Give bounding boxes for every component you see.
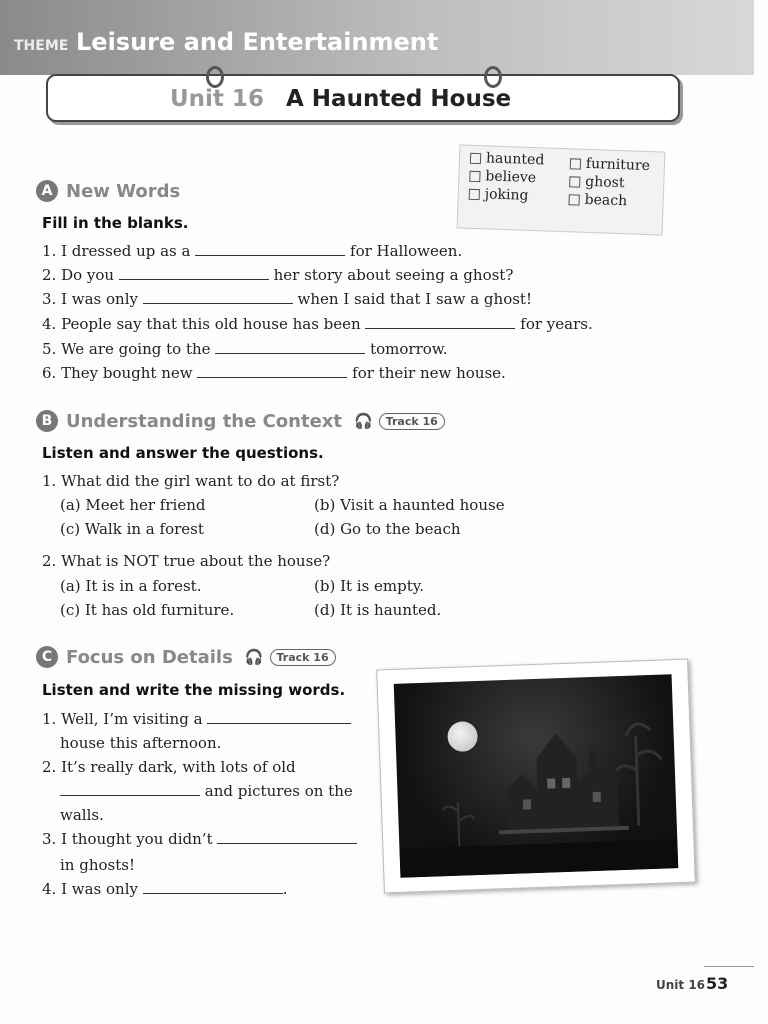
answer-blank[interactable] (215, 341, 365, 354)
answer-option[interactable]: (b) It is empty. (314, 577, 425, 595)
track-label: Track 16 (270, 649, 336, 666)
section-letter-badge: C (36, 646, 58, 668)
checkbox-icon (568, 194, 579, 205)
word-bank-item: beach (568, 191, 627, 209)
answer-blank[interactable] (365, 316, 515, 329)
question-text: 1. What did the girl want to do at first? (42, 472, 340, 490)
photo-image (394, 674, 679, 878)
section-letter-badge: B (36, 410, 58, 432)
answer-option[interactable]: (d) It is haunted. (314, 601, 442, 619)
exercise-line: in ghosts! (60, 856, 135, 874)
answer-option[interactable]: (a) Meet her friend (60, 496, 206, 514)
exercise-line: 1. Well, I’m visiting a (42, 710, 351, 728)
checkbox-icon (570, 158, 581, 169)
headphones-icon: 🎧 (354, 412, 373, 430)
section-a-instruction: Fill in the blanks. (42, 214, 189, 232)
exercise-line: 3. I thought you didn’t (42, 830, 357, 848)
exercise-line: 4. People say that this old house has been for years. (42, 315, 593, 333)
answer-option[interactable]: (a) It is in a forest. (60, 577, 202, 595)
theme-tag: THEME (14, 38, 69, 54)
exercise-line: 5. We are going to the tomorrow. (42, 340, 448, 358)
answer-blank[interactable] (60, 783, 200, 796)
answer-blank[interactable] (217, 831, 357, 844)
answer-blank[interactable] (197, 365, 347, 378)
exercise-line: 1. I dressed up as a for Halloween. (42, 242, 463, 260)
answer-blank[interactable] (143, 291, 293, 304)
exercise-line: and pictures on the (60, 782, 353, 800)
checkbox-icon (470, 152, 481, 163)
exercise-line: walls. (60, 806, 104, 824)
checkbox-icon (569, 176, 580, 187)
answer-option[interactable]: (c) It has old furniture. (60, 601, 235, 619)
section-title: New Words (66, 180, 181, 202)
checkbox-icon (469, 188, 480, 199)
binder-ring-icon (484, 66, 502, 88)
binder-ring-icon (206, 66, 224, 88)
word-bank (457, 144, 666, 235)
answer-option[interactable]: (d) Go to the beach (314, 520, 461, 538)
exercise-line: 2. Do you her story about seeing a ghost? (42, 266, 514, 284)
exercise-line: 4. I was only . (42, 880, 288, 898)
haunted-house-photo (376, 659, 696, 894)
word-bank-item: joking (469, 186, 529, 204)
headphones-icon: 🎧 (244, 648, 264, 666)
answer-blank[interactable] (143, 881, 283, 894)
answer-blank[interactable] (207, 711, 351, 724)
word-bank-item: haunted (470, 150, 545, 169)
footer-divider (704, 966, 754, 967)
section-title: Understanding the Context (66, 410, 343, 432)
audio-track[interactable] (354, 412, 445, 430)
exercise-line: 3. I was only when I said that I saw a ghost! (42, 290, 532, 308)
exercise-line: house this afternoon. (60, 734, 222, 752)
word-bank-item: believe (469, 168, 536, 186)
section-b-instruction: Listen and answer the questions. (42, 444, 324, 462)
section-a-heading (36, 180, 180, 202)
answer-blank[interactable] (119, 267, 269, 280)
unit-title: A Haunted House (286, 86, 512, 112)
section-title: Focus on Details (66, 646, 233, 668)
section-letter-badge: A (36, 180, 58, 202)
word-bank-item: ghost (569, 173, 625, 191)
theme-title: Leisure and Entertainment (76, 28, 439, 56)
exercise-line: 6. They bought new for their new house. (42, 364, 506, 382)
answer-option[interactable]: (c) Walk in a forest (60, 520, 204, 538)
audio-track[interactable] (245, 648, 336, 666)
footer-unit: Unit 16 (656, 978, 706, 992)
house-silhouette-icon (394, 674, 679, 878)
section-c-instruction: Listen and write the missing words. (42, 681, 346, 699)
track-label: Track 16 (379, 413, 445, 430)
section-c-heading (36, 646, 336, 668)
exercise-line: 2. It’s really dark, with lots of old (42, 758, 296, 776)
answer-blank[interactable] (195, 243, 345, 256)
page-number: 53 (706, 974, 729, 993)
word-bank-item: furniture (570, 155, 651, 174)
section-b-heading (36, 410, 445, 432)
question-text: 2. What is NOT true about the house? (42, 552, 331, 570)
checkbox-icon (469, 170, 480, 181)
answer-option[interactable]: (b) Visit a haunted house (314, 496, 505, 514)
unit-label: Unit 16 (170, 86, 264, 112)
